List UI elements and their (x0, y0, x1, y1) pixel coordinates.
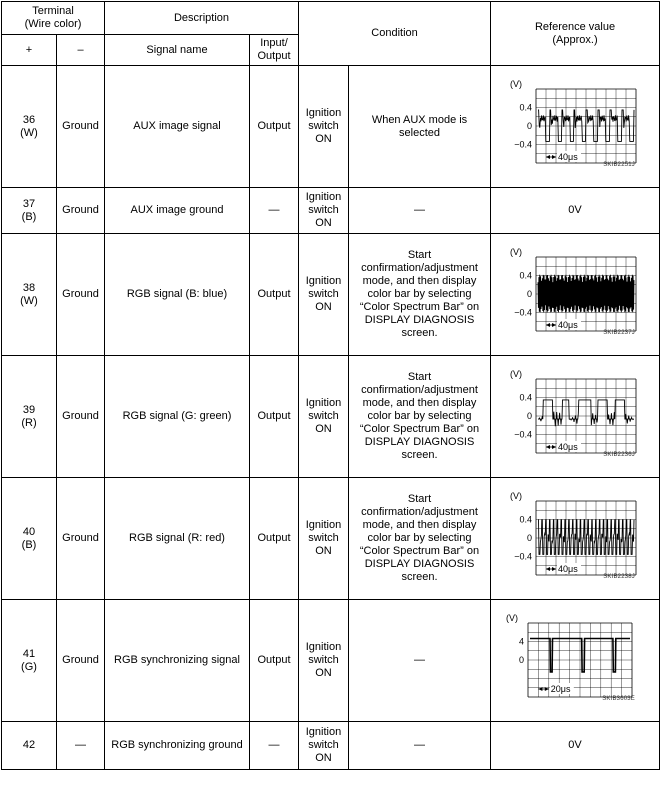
reference-value-cell (491, 356, 660, 478)
reference-value-cell (491, 66, 660, 188)
terminal-number: 42 (22, 739, 36, 751)
condition-detail-cell: — (349, 600, 491, 722)
time-scale-label: 40μs (558, 319, 578, 330)
reference-waveform (491, 79, 659, 175)
condition-switch-cell: Ignition switch ON (299, 722, 349, 770)
terminal-number: 37 (22, 197, 36, 210)
input-output-header: Input/ Output (250, 35, 299, 66)
terminal-header (2, 2, 105, 35)
terminal-plus-cell (2, 234, 57, 356)
table-row (2, 356, 660, 478)
y-tick-label: 0.4 (519, 514, 533, 524)
y-tick-label: 0.4 (519, 270, 533, 280)
time-scale-label: 40μs (558, 151, 578, 162)
condition-header: Condition (299, 2, 491, 66)
y-tick-label: 0.4 (519, 102, 533, 112)
terminal-minus-cell: Ground (57, 234, 105, 356)
minus-header: – (57, 35, 105, 66)
input-output-cell: Output (250, 66, 299, 188)
terminal-number: 39 (22, 403, 36, 416)
input-output-cell: Output (250, 234, 299, 356)
y-tick-label: −0.4 (514, 551, 533, 561)
condition-switch-cell: Ignition switch ON (299, 356, 349, 478)
terminal-plus-cell (2, 188, 57, 234)
y-tick-label: 0.4 (519, 392, 533, 402)
wire-color: (G) (21, 660, 37, 673)
time-scale-arrowhead (546, 155, 550, 159)
table-body (2, 66, 660, 770)
terminal-plus-cell (2, 478, 57, 600)
y-tick-label: 0 (527, 288, 533, 299)
reference-value-label: Reference value (534, 20, 616, 33)
condition-detail-cell: Start confirmation/adjustment mode, and then display color bar by selecting “Color Spectrum Bar” on DISPLAY DIAGNOSIS screen. (349, 356, 491, 478)
time-scale-arrowhead (546, 567, 550, 571)
time-scale-label: 20μs (550, 683, 571, 694)
y-tick-label: 0 (527, 120, 533, 131)
table-row (2, 478, 660, 600)
figure-code: SKIB2236J (603, 451, 636, 458)
figure-code: SKIB3603E (602, 695, 636, 702)
y-tick-label: 4 (519, 636, 525, 646)
y-unit-label: (V) (510, 246, 523, 257)
approx-label: (Approx.) (552, 33, 598, 46)
table-row (2, 188, 660, 234)
input-output-cell: — (250, 722, 299, 770)
wire-color: (R) (21, 416, 37, 429)
reference-value-cell (491, 600, 660, 722)
terminal-plus-cell (2, 66, 57, 188)
figure-code: SKIB2238J (603, 573, 636, 580)
signal-name-cell: AUX image ground (105, 188, 250, 234)
y-unit-label: (V) (510, 368, 523, 379)
terminal-minus-cell: Ground (57, 356, 105, 478)
terminal-plus-cell (2, 722, 57, 770)
terminal-header-label: Terminal (32, 5, 74, 17)
condition-switch-cell: Ignition switch ON (299, 600, 349, 722)
time-scale-arrowhead (552, 567, 556, 571)
table-row (2, 234, 660, 356)
signal-name-cell: RGB signal (B: blue) (105, 234, 250, 356)
reference-value-cell: 0V (491, 722, 660, 770)
terminal-spec-table (1, 1, 660, 770)
terminal-minus-cell: Ground (57, 66, 105, 188)
reference-value-header (491, 2, 660, 66)
signal-name-cell: AUX image signal (105, 66, 250, 188)
time-scale-arrowhead (552, 323, 556, 327)
table-row (2, 66, 660, 188)
input-output-cell: Output (250, 478, 299, 600)
y-unit-label: (V) (510, 490, 523, 501)
description-header: Description (105, 2, 299, 35)
figure-code: SKIB2251J (603, 161, 636, 168)
wire-color: (W) (20, 126, 38, 139)
time-scale-label: 40μs (558, 441, 578, 452)
y-tick-label: −0.4 (514, 307, 533, 317)
y-unit-label: (V) (510, 78, 523, 89)
condition-detail-cell: Start confirmation/adjustment mode, and then display color bar by selecting “Color Spectrum Bar” on DISPLAY DIAGNOSIS screen. (349, 478, 491, 600)
y-tick-label: 0 (519, 654, 525, 665)
signal-name-cell: RGB signal (G: green) (105, 356, 250, 478)
input-output-cell: Output (250, 356, 299, 478)
wire-color: (W) (20, 294, 38, 307)
input-output-cell: Output (250, 600, 299, 722)
condition-detail-cell: — (349, 188, 491, 234)
reference-waveform (491, 491, 659, 587)
terminal-number: 36 (22, 113, 36, 126)
y-tick-label: 0 (527, 410, 533, 421)
terminal-minus-cell: Ground (57, 188, 105, 234)
condition-detail-cell: When AUX mode is selected (349, 66, 491, 188)
terminal-number: 41 (22, 647, 36, 660)
reference-waveform (491, 613, 659, 709)
y-tick-label: −0.4 (514, 429, 533, 439)
table-row (2, 600, 660, 722)
time-scale-arrowhead (552, 155, 556, 159)
y-tick-label: −0.4 (514, 139, 533, 149)
time-scale-label: 40μs (558, 563, 578, 574)
reference-value-cell (491, 234, 660, 356)
time-scale-arrowhead (546, 323, 550, 327)
time-scale-arrowhead (552, 445, 556, 449)
condition-switch-cell: Ignition switch ON (299, 188, 349, 234)
condition-detail-cell: Start confirmation/adjustment mode, and then display color bar by selecting “Color Spectrum Bar” on DISPLAY DIAGNOSIS screen. (349, 234, 491, 356)
wire-color: (B) (21, 210, 37, 223)
terminal-minus-cell: Ground (57, 600, 105, 722)
terminal-number: 40 (22, 525, 36, 538)
reference-value-cell (491, 478, 660, 600)
signal-name-cell: RGB synchronizing signal (105, 600, 250, 722)
y-tick-label: 0 (527, 532, 533, 543)
wire-color: (B) (21, 538, 37, 551)
terminal-plus-cell (2, 600, 57, 722)
terminal-minus-cell: Ground (57, 478, 105, 600)
reference-value-cell: 0V (491, 188, 660, 234)
condition-switch-cell: Ignition switch ON (299, 478, 349, 600)
terminal-number: 38 (22, 281, 36, 294)
condition-switch-cell: Ignition switch ON (299, 234, 349, 356)
signal-name-cell: RGB signal (R: red) (105, 478, 250, 600)
signal-name-cell: RGB synchronizing ground (105, 722, 250, 770)
wire-color-header-label: (Wire color) (24, 18, 82, 30)
signal-name-header: Signal name (105, 35, 250, 66)
table-row (2, 722, 660, 770)
reference-waveform (491, 247, 659, 343)
time-scale-arrowhead (546, 445, 550, 449)
plus-header: + (2, 35, 57, 66)
terminal-minus-cell: — (57, 722, 105, 770)
input-output-cell: — (250, 188, 299, 234)
reference-waveform (491, 369, 659, 465)
terminal-plus-cell (2, 356, 57, 478)
condition-switch-cell: Ignition switch ON (299, 66, 349, 188)
y-unit-label: (V) (506, 612, 519, 623)
condition-detail-cell: — (349, 722, 491, 770)
figure-code: SKIB2237J (603, 329, 636, 336)
